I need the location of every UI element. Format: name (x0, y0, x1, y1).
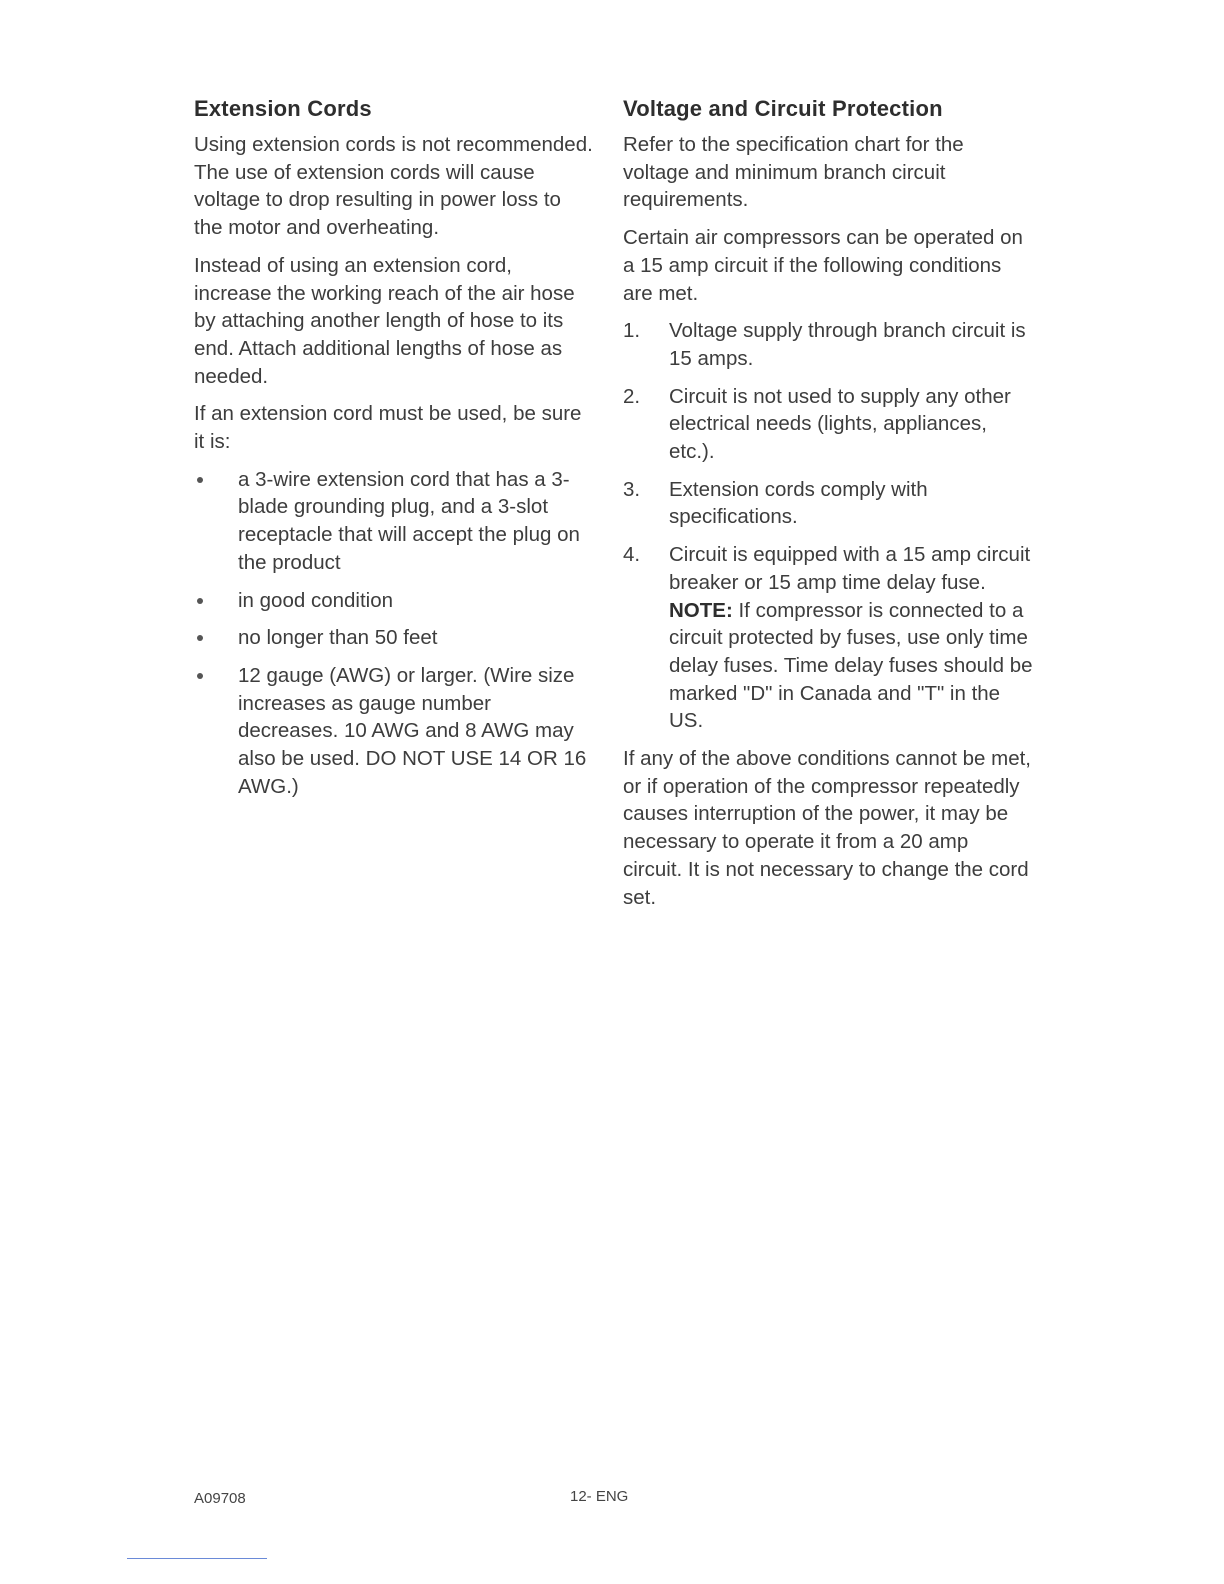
document-code: A09708 (194, 1490, 246, 1507)
step-number: 4. (623, 543, 641, 567)
step-number: 2. (623, 384, 641, 408)
voltage-circuit-section (623, 96, 1033, 921)
step-number: 1. (623, 319, 641, 343)
bullet-icon (197, 673, 203, 679)
list-item (623, 317, 1033, 372)
step-number: 3. (623, 477, 641, 501)
extension-cords-heading: Extension Cords (194, 96, 372, 121)
list-item-text: a 3-wire extension cord that has a 3-blade grounding plug, and a 3-slot receptacle that will accept the plug on the product (238, 467, 580, 574)
step-text: Voltage supply through branch circuit is 15 amps. (669, 319, 1026, 370)
extension-cords-intro: Using extension cords is not recommended. The use of extension cords will cause voltage to drop resulting in power loss to the motor and overheating. (194, 133, 593, 240)
bullet-icon (197, 598, 203, 604)
circuit-conditions-list (623, 317, 1033, 735)
list-item (623, 476, 1033, 531)
bullet-icon (197, 477, 203, 483)
list-item (194, 587, 594, 615)
step-text: Circuit is equipped with a 15 amp circuit breaker or 15 amp time delay fuse. (669, 543, 1031, 594)
step-text: Circuit is not used to supply any other electrical needs (lights, appliances, etc.). (669, 384, 1011, 464)
extension-cords-alternative: Instead of using an extension cord, increase the working reach of the air hose by attaching another length of hose to its end. Attach additional lengths of hose as needed. (194, 253, 575, 388)
extension-cords-section (194, 96, 594, 810)
voltage-circuit-intro: Refer to the specification chart for the voltage and minimum branch circuit requirements. (623, 133, 964, 212)
list-item (623, 383, 1033, 466)
voltage-circuit-fallback: If any of the above conditions cannot be met, or if operation of the compressor repeatedly causes interruption of the power, it may be necessary to operate it from a 20 amp circuit. It is not necessary to change the cord set. (623, 747, 1031, 909)
list-item-text: in good condition (238, 588, 394, 612)
list-item-text: 12 gauge (AWG) or larger. (Wire size increases as gauge number decreases. 10 AWG and 8 AWG may also be used. DO NOT USE 14 OR 16 AWG.) (238, 663, 587, 798)
list-item (623, 541, 1033, 735)
bullet-icon (197, 635, 203, 641)
extension-cords-requirements-intro: If an extension cord must be used, be sure it is: (194, 402, 582, 454)
bottom-rule (127, 1558, 267, 1559)
list-item (194, 466, 594, 577)
note-text: If compressor is connected to a circuit protected by fuses, use only time delay fuses. Time delay fuses should be marked "D" in Canada and "T" in the US. (669, 598, 1033, 733)
extension-cord-requirements-list (194, 466, 594, 801)
list-item-text: no longer than 50 feet (238, 626, 438, 650)
list-item (194, 624, 594, 652)
step-text: Extension cords comply with specifications. (669, 477, 928, 529)
voltage-circuit-conditions-intro: Certain air compressors can be operated on a 15 amp circuit if the following conditions are met. (623, 226, 1023, 305)
note-label: NOTE: (669, 598, 733, 622)
voltage-circuit-heading: Voltage and Circuit Protection (623, 96, 943, 121)
list-item (194, 662, 594, 801)
page-number: 12- ENG (570, 1488, 629, 1505)
